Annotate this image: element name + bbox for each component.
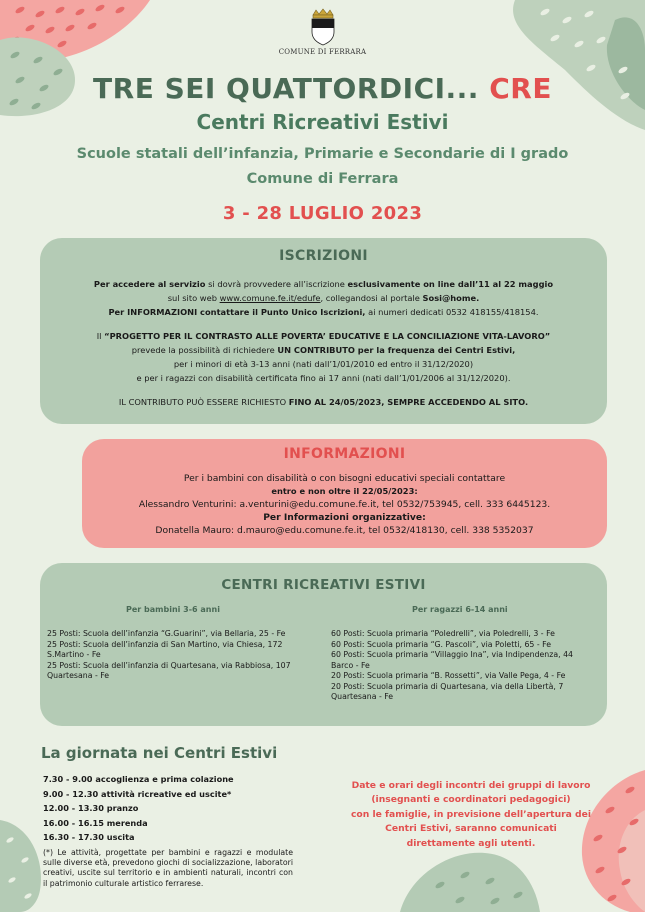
meetings-note-line: Date e orari degli incontri dei gruppi di lavoro xyxy=(351,780,591,791)
comune-logo-text: COMUNE DI FERRARA xyxy=(278,48,367,56)
list-item: 25 Posti: Scuola dell’infanzia “G.Guarini”, via Bellaria, 25 - Fe xyxy=(47,629,286,638)
municipality-line: Comune di Ferrara xyxy=(246,171,399,187)
iscrizioni-line-7: e per i ragazzi con disabilità certificata fino ai 17 anni (nati dall’1/01/2006 al 31/12/2020). xyxy=(136,373,511,383)
informazioni-line-3: Alessandro Venturini: a.venturini@edu.comune.fe.it, tel 0532/753945, cell. 333 6445123. xyxy=(138,499,551,510)
iscrizioni-l2d: Sosi@home. xyxy=(422,293,480,303)
iscrizioni-l3b: ai numeri dedicati 0532 418155/418154. xyxy=(365,307,539,317)
meetings-note-line: Centri Estivi, saranno comunicati xyxy=(385,823,557,835)
iscrizioni-line-8 xyxy=(46,396,601,410)
informazioni-title: INFORMAZIONI xyxy=(283,446,406,462)
title-accent: CRE xyxy=(489,72,552,105)
meetings-note xyxy=(333,779,609,851)
informazioni-box xyxy=(82,439,607,548)
centri-title: CENTRI RICREATIVI ESTIVI xyxy=(221,577,426,593)
iscrizioni-l5a: prevede la possibilità di richiedere xyxy=(131,345,278,355)
centri-right-title: Per ragazzi 6-14 anni xyxy=(412,605,508,614)
activities-note: (*) Le attività, progettate per bambini e ragazzi e modulate sulle diverse età, prevedono giochi di socializzazione, laboratori creativi, uscite sul territorio e in ambienti naturali, incontri con il patrimonio culturale artistico ferrarese. xyxy=(43,848,293,888)
iscrizioni-line-6: per i minori di età 3-13 anni (nati dall’1/01/2010 ed entro il 31/12/2020) xyxy=(173,359,474,369)
iscrizioni-l1c: esclusivamente on line dall’11 al 22 maggio xyxy=(347,279,554,289)
title-main: TRE SEI QUATTORDICI... xyxy=(93,72,490,105)
giornata-schedule xyxy=(43,772,234,845)
iscrizioni-title: ISCRIZIONI xyxy=(279,248,368,264)
list-item: Barco - Fe xyxy=(331,660,370,670)
iscrizioni-l2a: sul sito web xyxy=(167,293,220,303)
iscrizioni-line-2 xyxy=(46,292,601,306)
list-item: S.Martino - Fe xyxy=(47,650,101,659)
iscrizioni-l2c: , collegandosi al portale xyxy=(320,293,423,303)
event-dates: 3 - 28 LUGLIO 2023 xyxy=(222,203,423,224)
schools-line: Scuole statali dell’infanzia, Primarie e Secondarie di I grado xyxy=(76,146,569,162)
iscrizioni-l1a: Per accedere al servizio xyxy=(93,279,206,289)
informazioni-line-5: Donatella Mauro: d.mauro@edu.comune.fe.it, tel 0532/418130, cell. 338 5352037 xyxy=(155,525,534,536)
schedule-item: 12.00 - 13.30 pranzo xyxy=(43,803,139,814)
list-item: Quartesana - Fe xyxy=(331,692,394,701)
schedule-item: 16.30 - 17.30 uscita xyxy=(43,832,135,843)
centri-box xyxy=(40,563,607,726)
list-item: 25 Posti: Scuola dell’infanzia di Quartesana, via Rabbiosa, 107 xyxy=(47,660,291,670)
page-title xyxy=(0,72,645,105)
meetings-note-line: (insegnanti e coordinatori pedagogici) xyxy=(371,794,571,806)
iscrizioni-l4a: Il xyxy=(96,331,105,341)
iscrizioni-line-4 xyxy=(46,330,601,344)
list-item: 60 Posti: Scuola primaria “Poledrelli”, via Poledrelli, 3 - Fe xyxy=(331,629,555,638)
meetings-note-line: direttamente agli utenti. xyxy=(406,837,536,849)
iscrizioni-l1b: si dovrà provvedere all’iscrizione xyxy=(205,279,348,289)
page-subtitle: Centri Ricreativi Estivi xyxy=(196,110,449,134)
iscrizioni-l4b: “PROGETTO PER IL CONTRASTO ALLE POVERTA’ EDUCATIVE E LA CONCILIAZIONE VITA-LAVORO” xyxy=(104,331,551,341)
coat-of-arms-icon xyxy=(309,8,337,46)
iscrizioni-line-1 xyxy=(46,278,601,292)
list-item: 60 Posti: Scuola primaria “G. Pascoli”, via Poletti, 65 - Fe xyxy=(331,639,551,649)
schedule-item: 9.00 - 12.30 attività ricreative ed uscite* xyxy=(43,788,232,799)
meetings-note-line: con le famiglie, in previsione dell’apertura dei xyxy=(350,808,591,820)
iscrizioni-l8b: FINO AL 24/05/2023, SEMPRE ACCEDENDO AL SITO. xyxy=(288,397,529,407)
informazioni-line-4: Per Informazioni organizzative: xyxy=(263,512,426,523)
comune-logo xyxy=(0,8,645,56)
list-item: Quartesana - Fe xyxy=(47,671,110,680)
list-item: 25 Posti: Scuola dell’infanzia di San Martino, via Chiesa, 172 xyxy=(47,639,283,649)
centri-left-list xyxy=(47,629,317,682)
informazioni-line-2: entro e non oltre il 22/05/2023: xyxy=(271,486,418,496)
giornata-title: La giornata nei Centri Estivi xyxy=(41,744,278,762)
list-item: 60 Posti: Scuola primaria “Villaggio Ina”, via Indipendenza, 44 xyxy=(331,650,574,659)
iscrizioni-box xyxy=(40,238,607,424)
iscrizioni-line-5 xyxy=(46,344,601,358)
iscrizioni-l8a: IL CONTRIBUTO PUÒ ESSERE RICHIESTO xyxy=(118,397,289,407)
iscrizioni-l5b: UN CONTRIBUTO per la frequenza dei Centri Estivi, xyxy=(277,345,516,355)
centri-right-list xyxy=(331,629,601,703)
centri-left-title: Per bambini 3-6 anni xyxy=(126,605,220,614)
schedule-item: 16.00 - 16.15 merenda xyxy=(43,817,148,828)
list-item: 20 Posti: Scuola primaria di Quartesana, via della Libertà, 7 xyxy=(331,681,564,691)
website-link[interactable]: www.comune.fe.it/edufe xyxy=(219,293,321,303)
informazioni-line-1: Per i bambini con disabilità o con bisogni educativi speciali contattare xyxy=(183,473,506,484)
iscrizioni-l3a: Per INFORMAZIONI contattare il Punto Unico Iscrizioni, xyxy=(108,307,366,317)
list-item: 20 Posti: Scuola primaria “B. Rossetti”, via Valle Pega, 4 - Fe xyxy=(331,671,566,680)
iscrizioni-line-3 xyxy=(46,306,601,320)
schedule-item: 7.30 - 9.00 accoglienza e prima colazione xyxy=(43,774,234,784)
